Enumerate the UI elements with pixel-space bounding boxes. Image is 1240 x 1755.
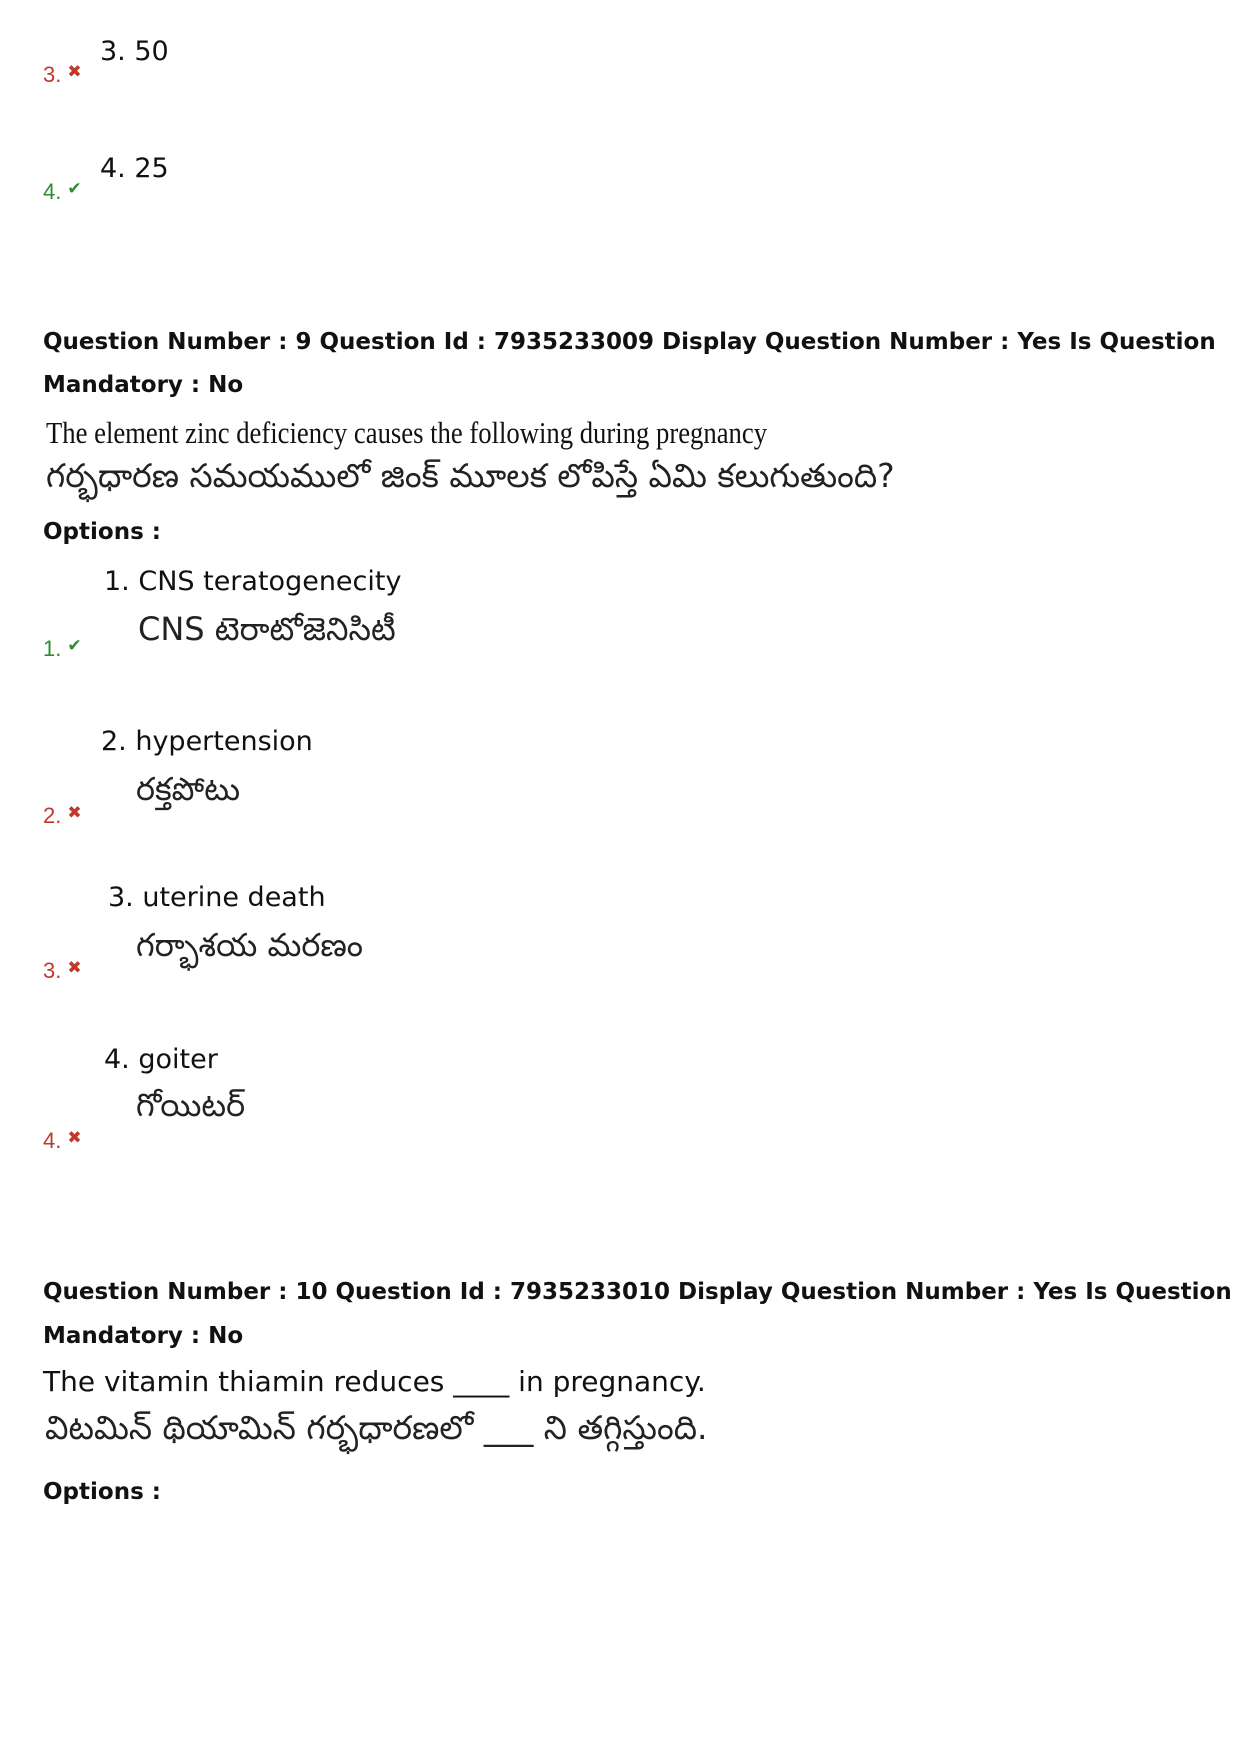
q9-options-label: Options : xyxy=(43,519,161,545)
q9-question-english: The element zinc deficiency causes the following during pregnancy xyxy=(46,415,768,450)
q9-option-4-english: 4. goiter xyxy=(104,1044,218,1075)
q9-option-3-english: 3. uterine death xyxy=(108,882,326,913)
q10-header-line2: Mandatory : No xyxy=(43,1323,244,1349)
q9-option-4-marker xyxy=(43,1128,82,1154)
q9-option-2-english: 2. hypertension xyxy=(101,726,313,757)
q9-option-1-english: 1. CNS teratogenecity xyxy=(104,566,402,597)
q9-header-line1: Question Number : 9 Question Id : 7935233009 Display Question Number : Yes Is Question xyxy=(43,329,1216,355)
q10-header-line1: Question Number : 10 Question Id : 7935233010 Display Question Number : Yes Is Question xyxy=(43,1279,1232,1305)
q9-option-2-telugu: రక్తపోటు xyxy=(136,770,241,808)
q10-question-telugu: విటమిన్ థియామిన్ గర్భధారణలో ___ ని తగ్గిస్తుంది. xyxy=(45,1408,708,1447)
q9-question-telugu: గర్భధారణ సమయములో జింక్ మూలక లోపిస్తే ఏమి కలుగుతుంది? xyxy=(46,456,895,495)
prev-option-3-text: 3. 50 xyxy=(100,36,169,67)
q9-option-1-number: 1. xyxy=(43,636,62,661)
cross-icon: ✖ xyxy=(67,803,82,822)
cross-icon: ✖ xyxy=(67,958,82,977)
q9-option-2-marker xyxy=(43,803,82,829)
q9-header-line2: Mandatory : No xyxy=(43,372,244,398)
check-icon: ✔ xyxy=(67,179,82,198)
cross-icon: ✖ xyxy=(67,62,82,81)
cross-icon: ✖ xyxy=(67,1128,82,1147)
prev-option-4-marker xyxy=(43,179,82,205)
q9-option-2-number: 2. xyxy=(43,803,62,828)
prev-option-4-number: 4. xyxy=(43,179,62,204)
q9-option-1-telugu: CNS టెరాటోజెనిసిటీ xyxy=(138,610,396,648)
q10-options-label: Options : xyxy=(43,1479,161,1505)
prev-option-4-text: 4. 25 xyxy=(100,153,169,184)
q9-option-4-telugu: గోయిటర్ xyxy=(136,1086,246,1124)
q9-option-3-marker xyxy=(43,958,82,984)
prev-option-3-marker xyxy=(43,62,82,88)
prev-option-3-number: 3. xyxy=(43,62,62,87)
check-icon: ✔ xyxy=(67,636,82,655)
q9-option-1-marker xyxy=(43,636,82,662)
q9-option-3-telugu: గర్భాశయ మరణం xyxy=(136,926,363,964)
q9-option-4-number: 4. xyxy=(43,1128,62,1153)
q9-option-3-number: 3. xyxy=(43,958,62,983)
q10-question-english: The vitamin thiamin reduces ____ in pregnancy. xyxy=(43,1365,706,1398)
